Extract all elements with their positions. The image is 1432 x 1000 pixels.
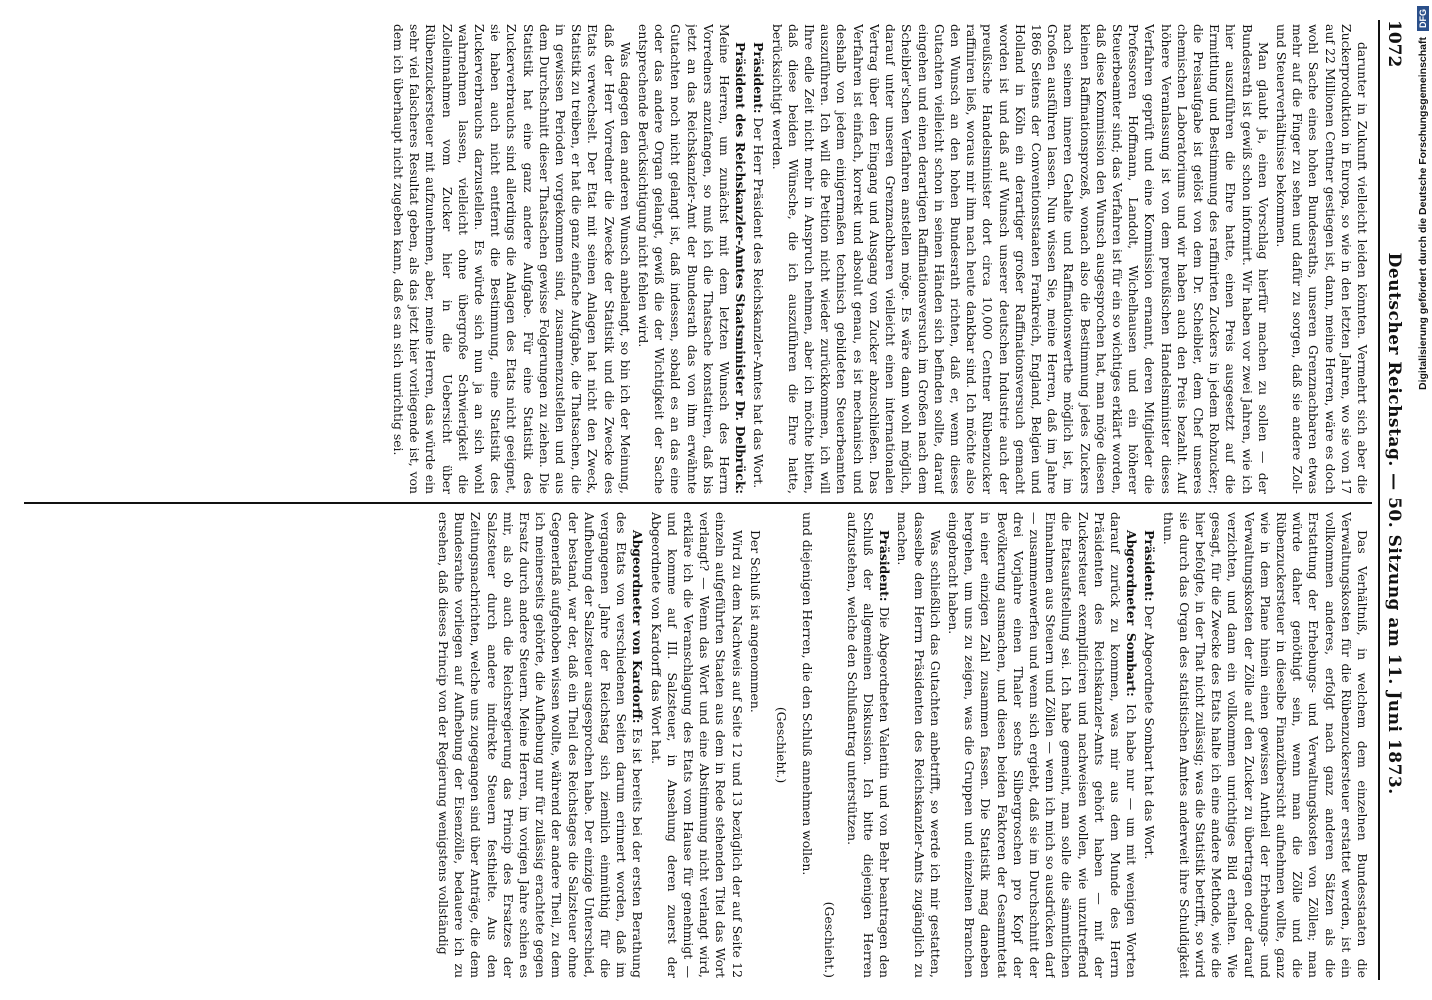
digitization-credit <box>1413 0 1432 1000</box>
paragraph <box>435 512 646 978</box>
credit-text: Digitalisierung gefördert durch die Deutsche Forschungsgemeinschaft <box>1416 37 1429 390</box>
paragraph: Was dagegen den anderen Wunsch anbelangt, so bin ich der Meinung, daß der Herr Vorredner die Zwecke der Statistik und die Zwecke des Etats verwechselt. Der Etat mit seinen Anlagen hat nicht den Zweck, Statistik zu treiben, er hat die ganz einfache Aufgabe, die Thatsachen, die in gewissen Perioden vorgekommen sind, zusammenzustellen und aus dem Durchschnitt dieser Thatsachen gewisse Folgerungen zu ziehen. Die Statistik hat eine ganz andere Aufgabe. Für eine Statistik des Zuckerverbrauchs sind allerdings die Anlagen des Etats nicht geeignet, sie haben auch nicht entfernt die Bestimmung, eine Statistik des Zuckerverbrauchs darzustellen. Es würde sich nun ja an sich wohl wahrnehmen lassen, vielleicht ohne übergroße Schwierigkeit die Zolleinnahmen vom Zucker hier in die Uebersicht über Rübenzuckersteuer mit aufzunehmen, aber, meine Herren, das würde ein sehr viel falscheres Resultat geben, als das jetzt hier vorliegende ist, von dem ich überhaupt nicht zugeben kann, daß es an sich unrichtig sei. <box>391 24 633 494</box>
left-text-column <box>20 24 1370 494</box>
speaker-name: Abgeordneter von Kardorff: <box>630 530 646 724</box>
paragraph: darunter in Zukunft vielleicht leiden könnten. Vermehrt sich aber die Zuckerproduktion in Europa, so wie in den letzten Jahren, wo sie von 17 auf 22 Millionen Centner gestiegen ist, dann, meine Herren, wäre es doch wohl Sache eines hohen Bundesraths, unseren Grenznachbaren etwas mehr auf die Finger zu sehen und dafür zu sorgen, daß sie andere Zoll- und Steuerverhältnisse bekommen. <box>1273 24 1370 494</box>
paragraph <box>1141 512 1157 978</box>
paragraph: (Geschieht.) <box>822 901 838 978</box>
paragraph: Das Verhältniß, in welchem dem einzelnen Bundesstaaten die Verwaltungskosten für die Rübenzuckersteuer erstattet werden, ist ein vollkommen anderes, erfolgt nach ganz anderen Sätzen als die Erstattung der Erhebungs- und Verwaltungskosten von Zöllen; man würde daher genöthigt sein, wenn man die Zölle und die Rübenzuckersteuer in dieselbe Finanzübersicht aufnehmen wollte, ganz wie in dem Plane hinein einen gewissen Antheil der Erhebungs- und Verwaltungskosten der Zölle auf den Zucker zu übertragen oder darauf verzichten, und dann ein vollkommen unrichtiges Bild erhalten. Wie gesagt, für die Zwecke des Etats halte ich eine andere Methode, wie die hier befolgte, in der That nicht zulässig; was die Statistik betrifft, so wird sie durch das Organ des statistischen Amtes anderweit ihre Schuldigkeit thun. <box>1160 512 1370 978</box>
column-divider <box>24 502 1372 504</box>
speech-text: Der Abgeordnete Sombart hat das Wort. <box>1142 601 1158 860</box>
speaker-name: Präsident: <box>1142 530 1158 602</box>
paragraph <box>945 512 1139 978</box>
paragraph: Wird zu dem Nachweis auf Seite 12 und 13 bezüglich der auf Seite 12 einzeln aufgeführten Staaten aus dem in Rede stehenden Titel das Wort verlangt? — Wenn das Wort und eine Abstimmung nicht verlangt wird, erkläre ich die Veranschlagung des Etats vom Hause für genehmigt — und komme auf III. Salzsteuer, in Ansehung deren zuerst der Abgeordnete von Kardorff das Wort hat. <box>648 512 745 978</box>
running-title: Deutscher Reichstag. — 50. Sitzung am 11. Juni 1873. <box>1384 252 1404 795</box>
speech-text: Die Abgeordneten Valentin und von Behr beantragen den Schluß der allgemeinen Diskussion. Ich bitte diejenigen Herren aufzustehen, welche den Schlußantrag unterstützen. <box>844 512 893 978</box>
speech-text: Es ist bereits bei der ersten Berathung des Etats von verschiedenen Seiten darum erinnert worden, daß im vergangenen Jahre der Reichstag sich ziemlich einmüthig für die Aufhebung der Salzsteuer ausgesprochen habe. Der einzige Unterschied, der bestand, war der, daß ein Theil des Reichstages die Salzsteuer ohne Gegenerlaß aufgehoben wissen wollte, während der andere Theil, zu dem ich meinerseits gehörte, die Aufhebung nur für zulässig erachtete gegen Ersatz durch andere Steuern. Meine Herren, im vorigen Jahre schien es mir, als ob auch die Reichsregierung das Princip des Ersatzes der Salzsteuer durch andere indirekte Steuern festhielte. Aus den Zeitungsnachrichten, welche uns zugegangen sind über Anträge, die dem Bundesrathe vorliegen auf Aufhebung der Eisenzölle, bedauere ich zu ersehen, daß dieses Princip von der Regierung wenigstens vollständig <box>436 512 646 978</box>
paragraph: Was schließlich das Gutachten anbetrifft, so werde ich mir gestatten, dasselbe dem Herrn Präsidenten des Reichskanzler-Amts zugänglich zu machen. <box>895 512 943 978</box>
speech-text: Der Herr Präsident des Reichskanzler-Amtes hat das Wort. <box>751 113 767 489</box>
dfg-logo: DFG <box>1417 6 1429 31</box>
paragraph: und diejenigen Herren, die den Schluß annehmen wollen. <box>800 512 816 876</box>
page-number: 1072 <box>1384 20 1404 68</box>
paragraph <box>844 512 893 978</box>
speaker-name: Abgeordneter Sombart: <box>1124 530 1140 697</box>
speaker-name: Präsident: <box>751 42 767 114</box>
paragraph: Man glaubt ja, einen Vorschlag hierfür machen zu sollen — der Bundesrath ist gewiß schon informirt. Wir haben vor zwei Jahren, wie ich hier auszuführen die Ehre hatte, einen Preis ausgesetzt auf die Ermittlung und Bestimmung des raffinirten Zuckers in jedem Rohzucker; die Preisaufgabe ist gelöst von dem Dr. Scheibler, dem Chef unseres chemischen Laboratoriums und wir haben auch den Preis bezahlt. Auf höhere Veranlassung ist von dem preußischen Handelsminister dieses Verfahren geprüft und eine Kommission ernannt, deren Mitglieder die Professoren Hoffmann, Landolt, Wichelhausen und ein höherer Steuerbeamter sind; das Verfahren ist für ein so wichtiges erklärt worden, daß diese Kommission den Wunsch ausgesprochen hat, man möge diesen kleinen Raffinationsprozeß, wonach also die Bestimmung jedes Zuckers nach seinem inneren Gehalte und Raffinationswerthe möglich ist, im Großen ausführen lassen. Nun wissen Sie, meine Herren, daß im Jahre 1866 Seitens der Conventionsstaaten Frankreich, England, Belgien und Holland in Köln ein derartiger großer Raffinationsversuch gemacht worden ist und daß auf Wunsch unserer deutschen Industrie auch der preußische Handelsminister dort circa 10,000 Centner Rübenzucker raffiniren ließ, woraus mir ihm nach heute dankbar sind. Ich möchte also den Wunsch an den hohen Bundesrath richten, daß er, wenn dieses Gutachten vielleicht schon in seinen Händen sich befinden sollte, darauf eingehen und einen derartigen Raffinationsversuch im Großen nach dem Scheibler'schen Verfahren anstellen möge. Es wäre dann wohl möglich, darauf unter unseren Grenznachbaren vielleicht einen internationalen Vertrag über den Eingang und Ausgang von Zucker abzuschließen. Das Verfahren ist einfach, korrekt und absolut genau, es ist mechanisch und deshalb von jedem einigermaßen technisch gebildeten Steuerbeamten auszuführen. Ich will die Petition nicht wieder zurückkommen, ich will Ihre edle Zeit nicht mehr in Anspruch nehmen, aber ich möchte bitten, daß diese beiden Wünsche, die ich auszuführen die Ehre hatte, berücksichtigt werden. <box>769 24 1271 494</box>
speech-text: Ich habe nur — um mit wenigen Worten darauf zurück zu kommen, was mir aus dem Munde des Herrn Präsidenten des Reichskanzler-Amts gehört haben — mit der Zuckersteuer exemplificiren und nachweisen wollen, wie unzutreffend die Etatsaufstellung sei. Ich habe gemeint, man solle die sämmtlichen Einnahmen aus Steuern und Zöllen — wenn ich mich so ausdrücken darf — zusammenwerfen und wenn sich ergiebt, daß sie im Durchschnitt der drei Vorjahre einen Thaler sechs Silbergroschen pro Kopf der Bevölkerung ausmachen, und diesen beiden Faktoren der Gesammtetat in einer einzigen Zahl zusammen fassen. Die Statistik mag daneben hergehen, um uns zu zeigen, was die Gruppen und einzelnen Branchen eingebracht haben. <box>945 512 1140 978</box>
page-header <box>1378 20 1414 980</box>
paragraph: Der Schluß ist angenommen. <box>747 530 763 713</box>
right-text-column <box>20 512 1370 978</box>
paragraph <box>635 24 748 494</box>
speech-text: Meine Herren, um zunächst mit dem letzten Wunsch des Herrn Vorredners anzufangen, so muß ich die Thatsache konstatiren, daß bis jetzt an das Reichskanzler-Amt der Bundesrath das von ihm erwähnte Gutachten noch nicht gelangt ist, daß indessen, sobald es an das eine oder das andere Organ gelangt, gewiß die der Wichtigkeit der Sache entsprechende Berücksichtigung nicht fehlen wird. <box>636 24 733 494</box>
speaker-name: Präsident des Reichskanzler-Amtes Staatsminister Dr. Delbrück: <box>733 42 749 494</box>
paragraph <box>750 24 766 494</box>
speaker-name: Präsident: <box>877 530 893 602</box>
paragraph: (Geschieht.) <box>774 706 790 784</box>
